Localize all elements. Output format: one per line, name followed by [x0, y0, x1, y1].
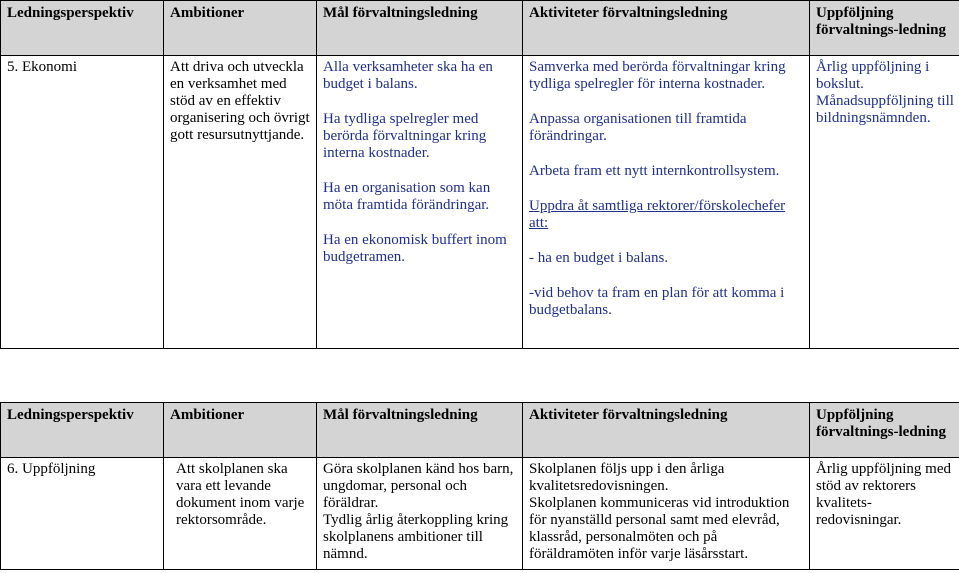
- goal-item: Ha en organisation som kan möta framtida förändringar.: [323, 180, 491, 213]
- activity-item: Uppdra åt samtliga rektorer/förskolechefer att:: [529, 198, 786, 231]
- followup-cell: Årlig uppföljning i bokslut. Månadsuppföljning till bildningsnämnden.: [810, 56, 959, 349]
- ambition-cell: Att driva och utveckla en verksamhet med stöd av en effektiv organisering och övrigt gott resursutnyttjande.: [164, 56, 317, 349]
- header-goals: Mål förvaltningsledning: [317, 403, 523, 458]
- activities-cell: [523, 56, 810, 349]
- activities-cell: [523, 458, 810, 570]
- goals-cell: [317, 56, 523, 349]
- table-row: [1, 458, 959, 570]
- perspective-cell: 5. Ekonomi: [1, 56, 164, 349]
- header-ambitions: Ambitioner: [164, 403, 317, 458]
- activity-item: Samverka med berörda förvaltningar kring tydliga spelregler för interna kostnader.: [529, 59, 786, 92]
- activity-item: Arbeta fram ett nytt internkontrollsystem.: [529, 163, 780, 179]
- table-header-row: [1, 1, 959, 56]
- activity-item: -vid behov ta fram en plan för att komma i budgetbalans.: [529, 285, 785, 318]
- goal-item: Alla verksamheter ska ha en budget i balans.: [323, 59, 493, 92]
- header-activities: Aktiviteter förvaltningsledning: [523, 403, 810, 458]
- goal-item: Göra skolplanen känd hos barn, ungdomar, personal och föräldrar.: [323, 461, 514, 511]
- goal-item: Tydlig årlig återkoppling kring skolplanens ambitioner till nämnd.: [323, 512, 509, 562]
- header-followup: Uppföljning förvaltnings-ledning: [810, 1, 959, 56]
- activity-item: Skolplanen följs upp i den årliga kvalitetsredovisningen.: [529, 461, 725, 494]
- header-perspective: Ledningsperspektiv: [1, 1, 164, 56]
- followup-cell: Årlig uppföljning med stöd av rektorers kvalitets-redovisningar.: [810, 458, 959, 570]
- table-header-row: [1, 403, 959, 458]
- activity-item: Anpassa organisationen till framtida förändringar.: [529, 111, 747, 144]
- goal-item: Ha en ekonomisk buffert inom budgetramen.: [323, 232, 507, 265]
- goals-cell: [317, 458, 523, 570]
- table-row: [1, 56, 959, 349]
- ambition-cell: Att skolplanen ska vara ett levande dokument inom varje rektorsområde.: [164, 458, 317, 570]
- perspective-cell: 6. Uppföljning: [1, 458, 164, 570]
- header-goals: Mål förvaltningsledning: [317, 1, 523, 56]
- plan-table-followup: [0, 402, 959, 570]
- activity-item: Skolplanen kommuniceras vid introduktion för nyanställd personal samt med elevråd, klassråd, personalmöten och på föräldramöten inför varje läsårsstart.: [529, 495, 790, 562]
- header-ambitions: Ambitioner: [164, 1, 317, 56]
- header-activities: Aktiviteter förvaltningsledning: [523, 1, 810, 56]
- header-perspective: Ledningsperspektiv: [1, 403, 164, 458]
- header-followup: Uppföljning förvaltnings-ledning: [810, 403, 959, 458]
- activity-item: - ha en budget i balans.: [529, 250, 669, 266]
- goal-item: Ha tydliga spelregler med berörda förvaltningar kring interna kostnader.: [323, 111, 487, 161]
